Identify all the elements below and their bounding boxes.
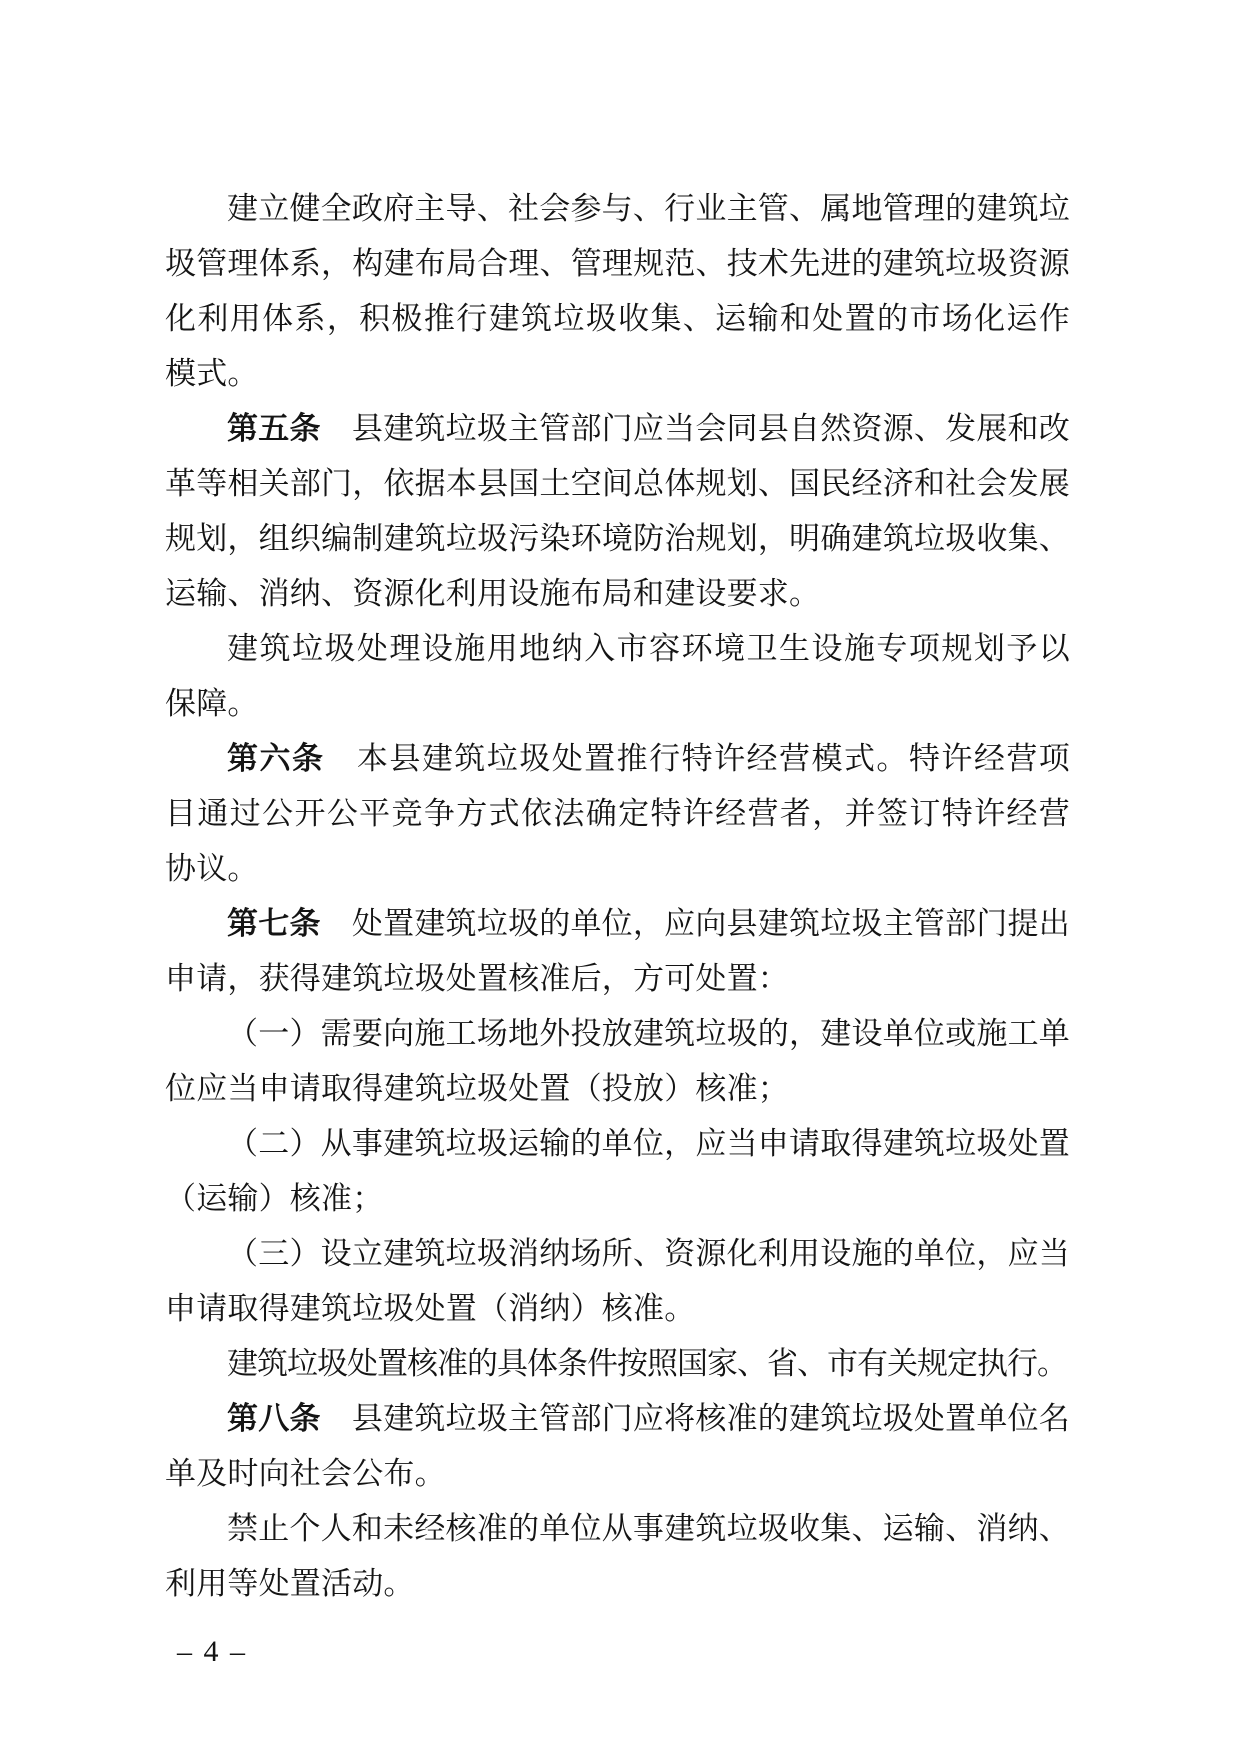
- text-line: [165, 1391, 1070, 1446]
- text-line-content: 建立健全政府主导、社会参与、行业主管、属地管理的建筑垃: [227, 191, 1070, 226]
- text-line-content: 圾管理体系，构建布局合理、管理规范、技术先进的建筑垃圾资源: [165, 246, 1070, 281]
- article-number: 第八条: [227, 1401, 321, 1436]
- text-line-content: 规划，组织编制建筑垃圾污染环境防治规划，明确建筑垃圾收集、: [165, 521, 1070, 556]
- text-line: [165, 1446, 1070, 1501]
- document-body: [165, 181, 1070, 1611]
- text-line-content: 申请取得建筑垃圾处置（消纳）核准。: [165, 1291, 696, 1326]
- text-line: [165, 1336, 1070, 1391]
- text-line-content: 建筑垃圾处置核准的具体条件按照国家、省、市有关规定执行。: [227, 1346, 1067, 1381]
- text-line-content: 目通过公开公平竞争方式依法确定特许经营者，并签订特许经营: [165, 796, 1070, 831]
- article-number: 第五条: [227, 411, 321, 446]
- text-line-content: 县建筑垃圾主管部门应当会同县自然资源、发展和改: [320, 411, 1070, 446]
- text-line-content: 本县建筑垃圾处置推行特许经营模式。特许经营项: [324, 741, 1070, 776]
- text-line-content: 禁止个人和未经核准的单位从事建筑垃圾收集、运输、消纳、: [227, 1511, 1070, 1546]
- text-line: [165, 1281, 1070, 1336]
- article-number: 第七条: [227, 906, 321, 941]
- text-line-content: 模式。: [165, 356, 259, 391]
- text-line: [165, 1116, 1070, 1171]
- text-line-content: （三）设立建筑垃圾消纳场所、资源化利用设施的单位，应当: [227, 1236, 1070, 1271]
- text-line-content: 化利用体系，积极推行建筑垃圾收集、运输和处置的市场化运作: [165, 301, 1070, 336]
- text-line-content: 位应当申请取得建筑垃圾处置（投放）核准；: [165, 1071, 789, 1106]
- text-line-content: 运输、消纳、资源化利用设施布局和建设要求。: [165, 576, 821, 611]
- text-line: [165, 841, 1070, 896]
- text-line: [165, 566, 1070, 621]
- text-line-content: 单及时向社会公布。: [165, 1456, 446, 1491]
- text-line: [165, 786, 1070, 841]
- text-line-content: 处置建筑垃圾的单位，应向县建筑垃圾主管部门提出: [320, 906, 1070, 941]
- text-line: [165, 456, 1070, 511]
- text-line-content: 县建筑垃圾主管部门应将核准的建筑垃圾处置单位名: [320, 1401, 1070, 1436]
- text-line: [165, 346, 1070, 401]
- text-line: [165, 1501, 1070, 1556]
- text-line-content: （二）从事建筑垃圾运输的单位，应当申请取得建筑垃圾处置: [227, 1126, 1070, 1161]
- text-line: [165, 181, 1070, 236]
- text-line: [165, 676, 1070, 731]
- text-line: [165, 951, 1070, 1006]
- text-line-content: 申请，获得建筑垃圾处置核准后，方可处置：: [165, 961, 789, 996]
- text-line-content: （一）需要向施工场地外投放建筑垃圾的，建设单位或施工单: [227, 1016, 1070, 1051]
- text-line-content: 革等相关部门，依据本县国土空间总体规划、国民经济和社会发展: [165, 466, 1070, 501]
- text-line: [165, 511, 1070, 566]
- page-number: – 4 –: [177, 1635, 247, 1668]
- text-line: [165, 1226, 1070, 1281]
- text-line-content: 建筑垃圾处理设施用地纳入市容环境卫生设施专项规划予以: [227, 631, 1070, 666]
- text-line-content: 协议。: [165, 851, 259, 886]
- text-line: [165, 1556, 1070, 1611]
- text-line: [165, 1006, 1070, 1061]
- text-line: [165, 401, 1070, 456]
- text-line: [165, 621, 1070, 676]
- text-line: [165, 1061, 1070, 1116]
- text-line-content: （运输）核准；: [165, 1181, 384, 1216]
- text-line: [165, 291, 1070, 346]
- text-line-content: 保障。: [165, 686, 259, 721]
- text-line: [165, 896, 1070, 951]
- article-number: 第六条: [227, 741, 325, 776]
- text-line-content: 利用等处置活动。: [165, 1566, 415, 1601]
- text-line: [165, 731, 1070, 786]
- text-line: [165, 236, 1070, 291]
- text-line: [165, 1171, 1070, 1226]
